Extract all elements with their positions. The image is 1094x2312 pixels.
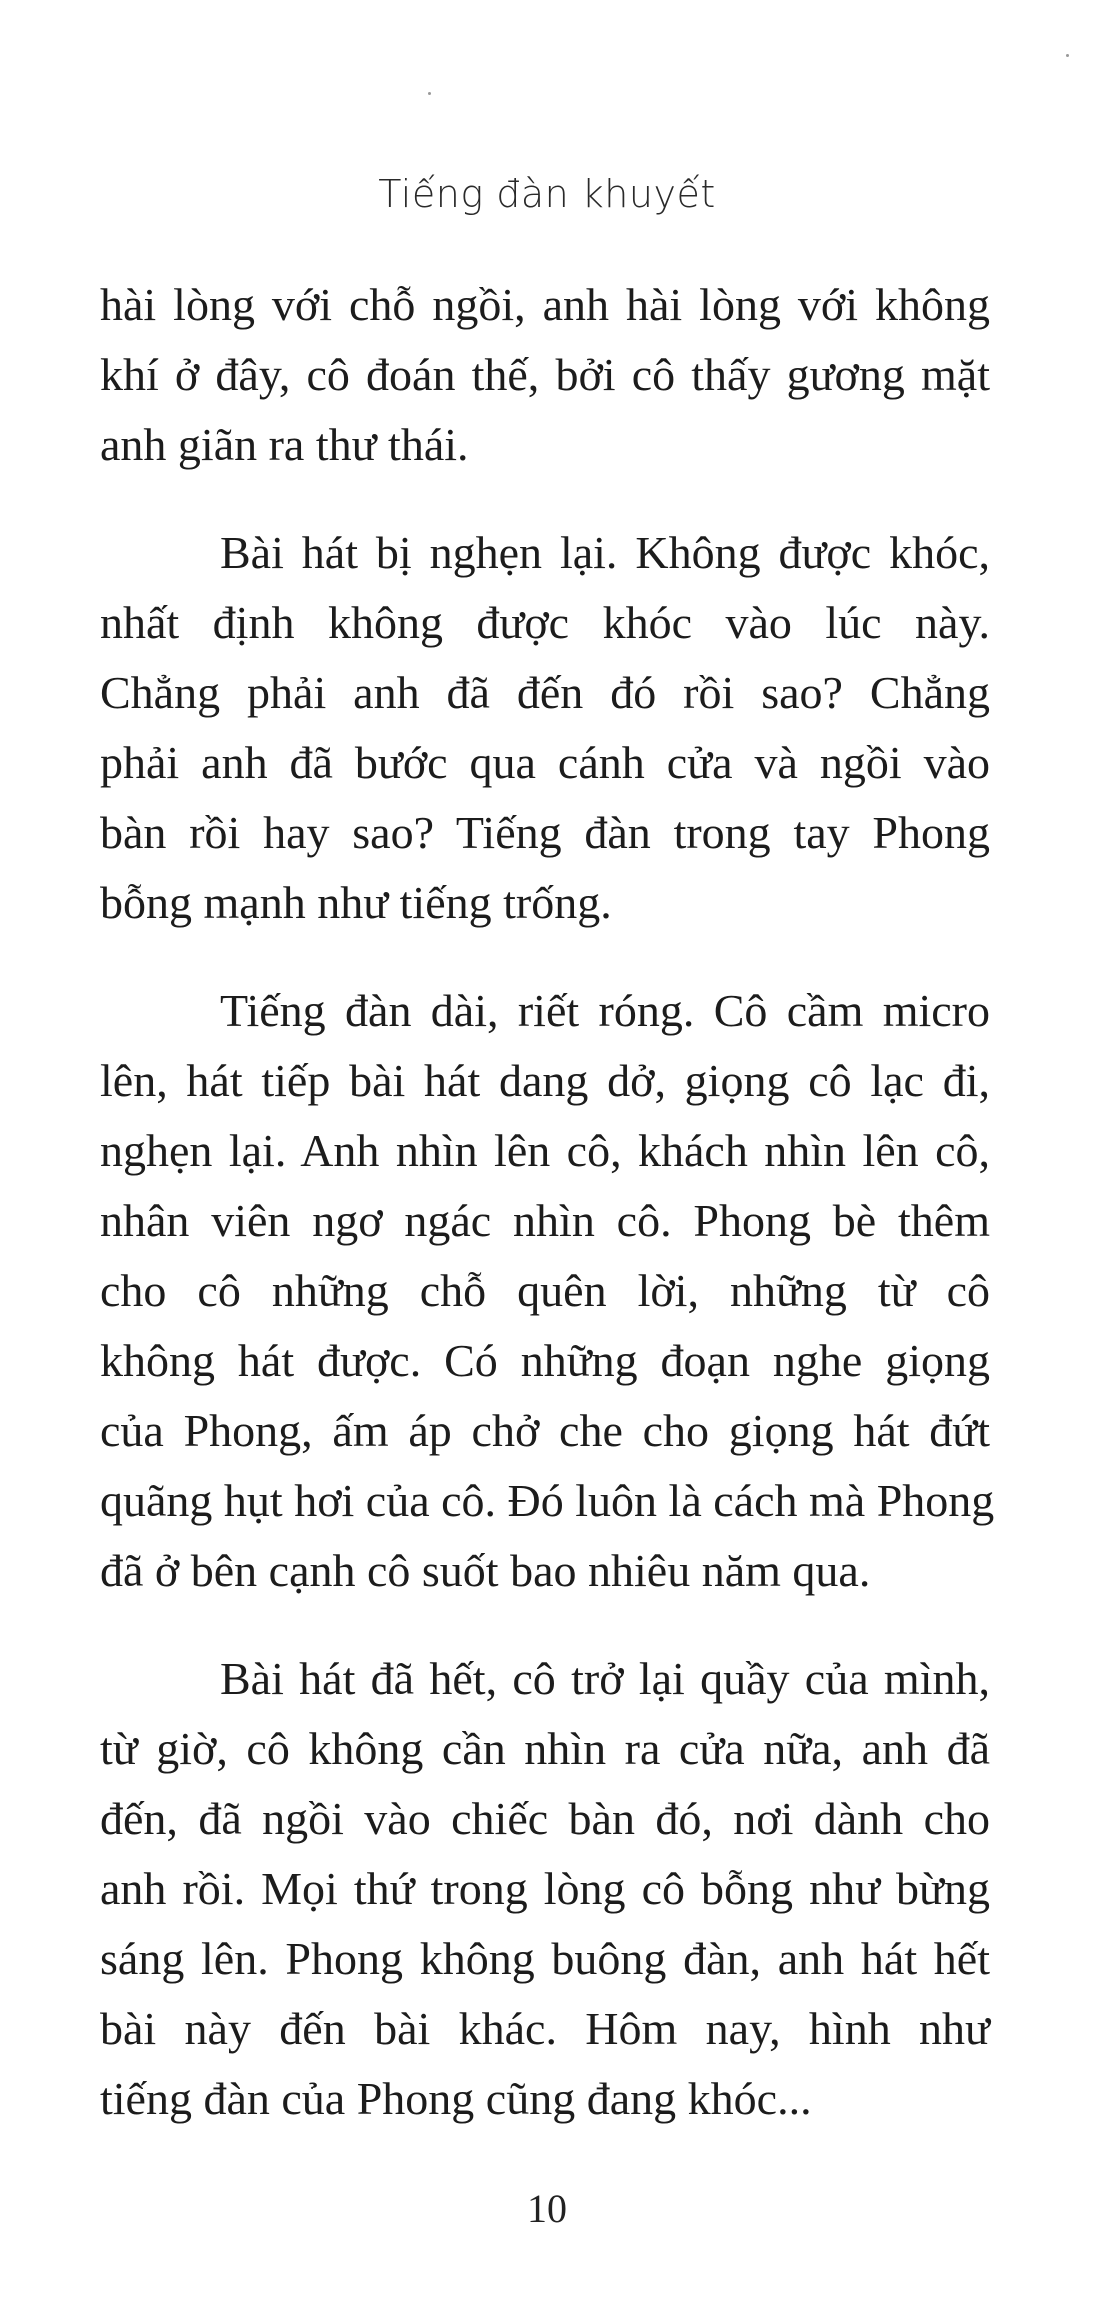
- text-line: anh rồi. Mọi thứ trong lòng cô bỗng như bừng: [100, 1863, 990, 1914]
- text-line: Bài hát bị nghẹn lại. Không được khóc,: [220, 527, 990, 578]
- paragraph: [100, 1644, 990, 2134]
- text-line: anh giãn ra thư thái.: [100, 419, 469, 470]
- paragraph: [100, 270, 990, 480]
- paper-speck: [1066, 54, 1069, 57]
- text-line: lên, hát tiếp bài hát dang dở, giọng cô lạc đi,: [100, 1055, 990, 1106]
- text-line: nhất định không được khóc vào lúc này.: [100, 597, 990, 648]
- text-line: từ giờ, cô không cần nhìn ra cửa nữa, anh đã: [100, 1723, 990, 1774]
- paragraph: [100, 976, 995, 1606]
- text-line: tiếng đàn của Phong cũng đang khóc...: [100, 2073, 812, 2124]
- text-line: nghẹn lại. Anh nhìn lên cô, khách nhìn lên cô,: [100, 1125, 990, 1176]
- text-line: đã ở bên cạnh cô suốt bao nhiêu năm qua.: [100, 1545, 871, 1596]
- text-line: nhân viên ngơ ngác nhìn cô. Phong bè thêm: [100, 1195, 990, 1246]
- text-line: Tiếng đàn dài, riết róng. Cô cầm micro: [220, 985, 990, 1036]
- running-header: Tiếng đàn khuyết: [378, 172, 716, 216]
- text-line: Chẳng phải anh đã đến đó rồi sao? Chẳng: [100, 667, 990, 718]
- text-line: hài lòng với chỗ ngồi, anh hài lòng với không: [100, 279, 990, 330]
- text-line: Bài hát đã hết, cô trở lại quầy của mình,: [220, 1653, 990, 1704]
- text-line: khí ở đây, cô đoán thế, bởi cô thấy gương mặt: [100, 349, 990, 400]
- paper-speck: [428, 92, 431, 95]
- text-line: bài này đến bài khác. Hôm nay, hình như: [100, 2003, 990, 2054]
- text-line: quãng hụt hơi của cô. Đó luôn là cách mà Phong: [100, 1475, 995, 1526]
- text-line: không hát được. Có những đoạn nghe giọng: [100, 1335, 990, 1386]
- text-line: đến, đã ngồi vào chiếc bàn đó, nơi dành cho: [100, 1793, 990, 1844]
- body-text: [100, 270, 995, 2172]
- text-line: bàn rồi hay sao? Tiếng đàn trong tay Phong: [100, 807, 990, 858]
- text-line: của Phong, ấm áp chở che cho giọng hát đứt: [100, 1405, 990, 1456]
- paragraph: [100, 518, 990, 938]
- text-line: bỗng mạnh như tiếng trống.: [100, 877, 612, 928]
- text-line: cho cô những chỗ quên lời, những từ cô: [100, 1265, 990, 1316]
- text-line: sáng lên. Phong không buông đàn, anh hát hết: [100, 1933, 990, 1984]
- page-number: 10: [527, 2186, 567, 2231]
- text-line: phải anh đã bước qua cánh cửa và ngồi vào: [100, 737, 990, 788]
